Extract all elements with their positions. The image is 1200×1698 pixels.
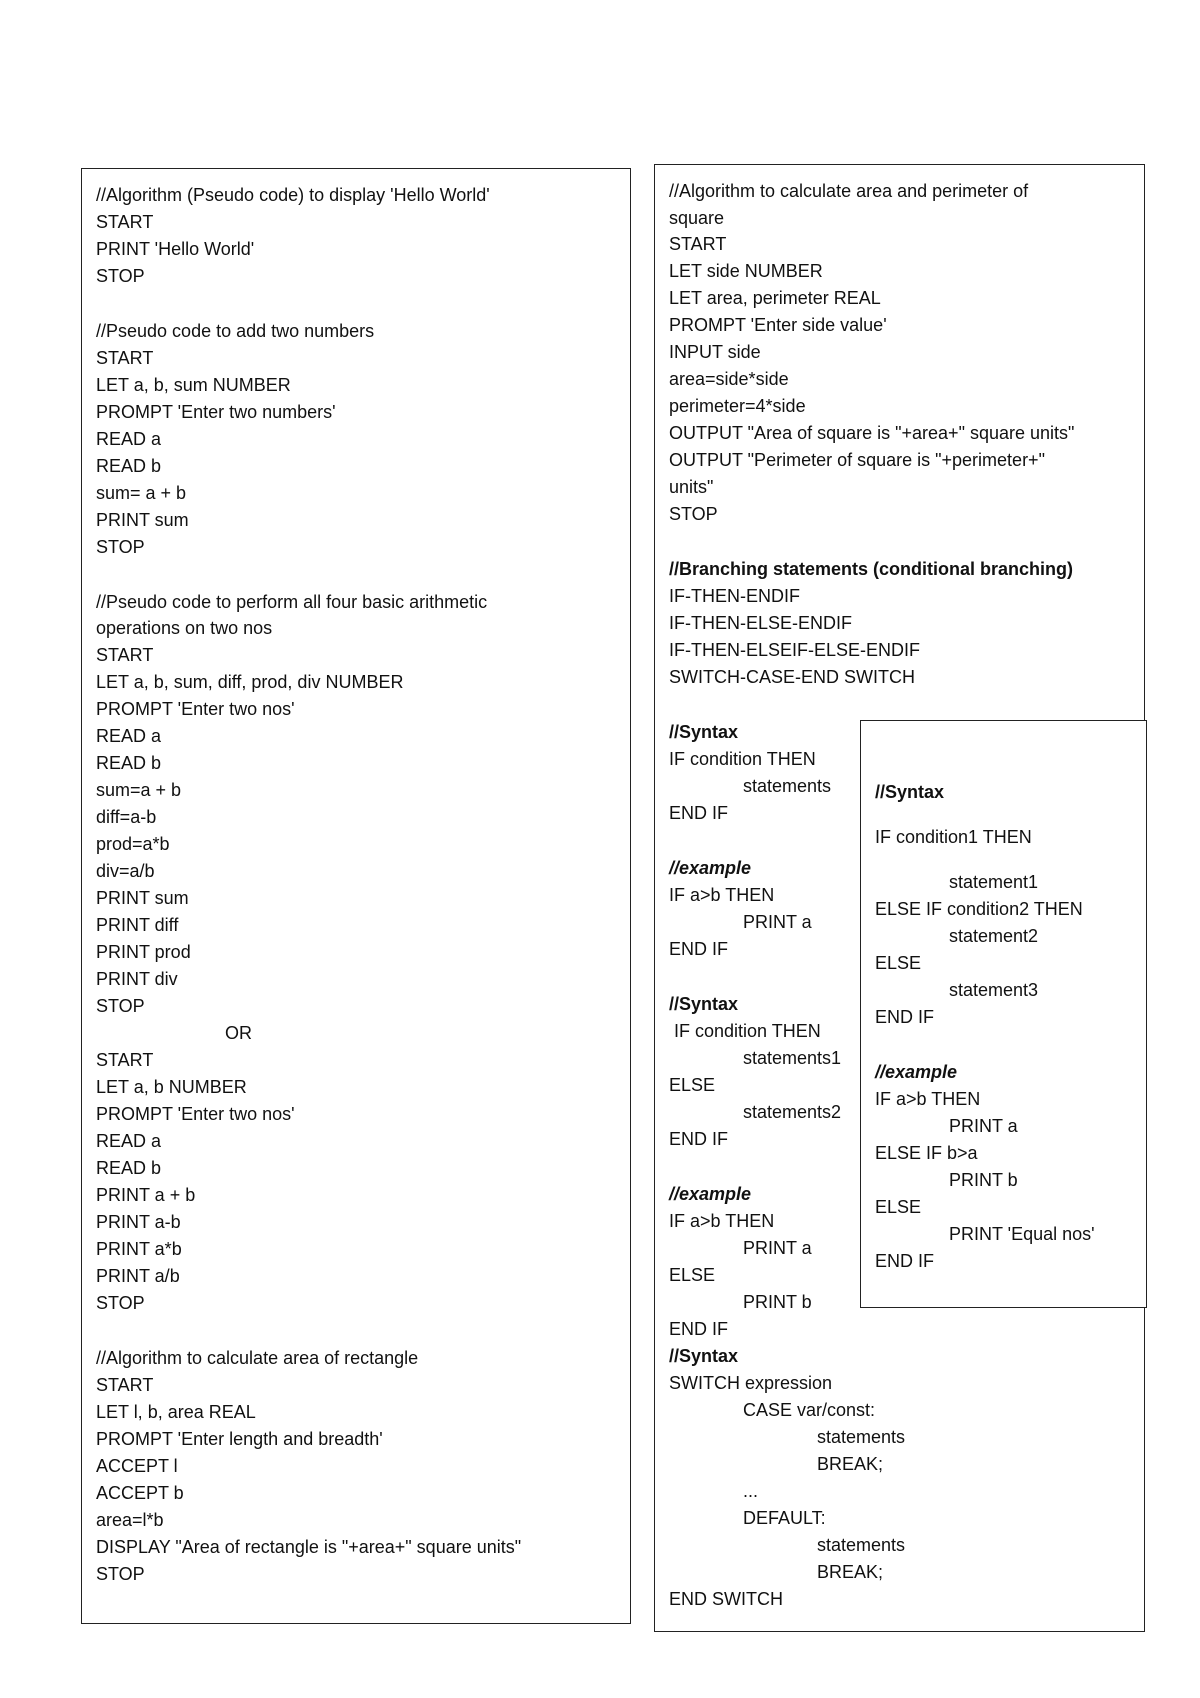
right-code-line: units" [669, 477, 714, 497]
inset-code-line: IF condition1 THEN [875, 827, 1032, 847]
inset-code-line: END IF [875, 1251, 935, 1271]
left-code-line: ACCEPT l [96, 1456, 178, 1476]
left-code-line: LET a, b NUMBER [96, 1077, 247, 1097]
left-code-line: sum= a + b [96, 483, 187, 503]
left-code-line: START [96, 348, 154, 368]
right-code-line: OUTPUT "Perimeter of square is "+perimeter+" [669, 450, 1045, 470]
left-code-line: READ b [96, 1158, 162, 1178]
right-code-line: END IF [669, 939, 729, 959]
left-code-line: area=l*b [96, 1510, 164, 1530]
right-code-line: OUTPUT "Area of square is "+area+" square units" [669, 423, 1075, 443]
left-code-line: PRINT prod [96, 942, 191, 962]
left-code-line: PRINT 'Hello World' [96, 239, 255, 259]
right-code-line: END IF [669, 1319, 729, 1339]
right-code-line: //example [669, 1184, 752, 1204]
right-code-line: INPUT side [669, 342, 761, 362]
left-code-line: PROMPT 'Enter two numbers' [96, 402, 336, 422]
right-code-line: BREAK; [817, 1454, 884, 1474]
right-code-line: perimeter=4*side [669, 396, 806, 416]
inset-code-line: PRINT 'Equal nos' [949, 1224, 1095, 1244]
left-code-line: OR [225, 1023, 252, 1043]
right-code-line: CASE var/const: [743, 1400, 876, 1420]
left-code-line: PRINT sum [96, 888, 189, 908]
left-code-line: READ a [96, 429, 162, 449]
left-code-line: STOP [96, 266, 145, 286]
left-code-line: DISPLAY "Area of rectangle is "+area+" square units" [96, 1537, 522, 1557]
left-code-line: STOP [96, 996, 145, 1016]
inset-code-line: //Syntax [875, 782, 945, 802]
right-code-line: PROMPT 'Enter side value' [669, 315, 887, 335]
inset-code-panel [860, 720, 1147, 1308]
right-code-line: statements [817, 1535, 906, 1555]
right-code-line: BREAK; [817, 1562, 884, 1582]
left-code-line: READ a [96, 1131, 162, 1151]
right-code-line: statements1 [743, 1048, 842, 1068]
inset-code-line: ELSE IF b>a [875, 1143, 978, 1163]
right-code-line: SWITCH-CASE-END SWITCH [669, 667, 915, 687]
left-code-panel [81, 168, 631, 1624]
right-code-line: area=side*side [669, 369, 789, 389]
right-code-line: STOP [669, 504, 718, 524]
left-code-line: PROMPT 'Enter two nos' [96, 1104, 295, 1124]
right-code-line: ... [743, 1481, 759, 1501]
left-code-line: PRINT diff [96, 915, 179, 935]
right-code-line: square [669, 208, 725, 228]
left-code-line: LET l, b, area REAL [96, 1402, 256, 1422]
left-code-line: STOP [96, 537, 145, 557]
right-code-line: statements2 [743, 1102, 842, 1122]
right-code-line: END IF [669, 1129, 729, 1149]
left-code-line: PRINT sum [96, 510, 189, 530]
right-code-line: IF a>b THEN [669, 1211, 775, 1231]
right-code-line: statements [743, 776, 832, 796]
right-code-line: IF-THEN-ELSE-ENDIF [669, 613, 853, 633]
right-code-line: statements [817, 1427, 906, 1447]
inset-code-line: statement2 [949, 926, 1039, 946]
left-code-line: LET a, b, sum NUMBER [96, 375, 291, 395]
right-code-line: IF condition THEN [669, 749, 816, 769]
inset-code-line: statement1 [949, 872, 1039, 892]
left-code-line: PRINT a/b [96, 1266, 180, 1286]
left-code-line: PRINT a*b [96, 1239, 182, 1259]
left-code-line: diff=a-b [96, 807, 157, 827]
left-code-line: READ b [96, 456, 162, 476]
inset-code-line: ELSE [875, 1197, 922, 1217]
left-code-line: sum=a + b [96, 780, 182, 800]
inset-code-line: //example [875, 1062, 958, 1082]
inset-code-line: ELSE [875, 953, 922, 973]
left-code-line: START [96, 1375, 154, 1395]
right-code-line: //Syntax [669, 722, 739, 742]
right-code-line: IF-THEN-ENDIF [669, 586, 800, 606]
right-code-line: IF condition THEN [669, 1021, 821, 1041]
left-code-line: START [96, 645, 154, 665]
left-code-line: READ b [96, 753, 162, 773]
right-code-line: PRINT a [743, 1238, 812, 1258]
right-code-line: IF a>b THEN [669, 885, 775, 905]
inset-code-line: IF a>b THEN [875, 1089, 981, 1109]
left-code-line: LET a, b, sum, diff, prod, div NUMBER [96, 672, 404, 692]
right-code-line: END SWITCH [669, 1589, 783, 1609]
left-code-line: PRINT div [96, 969, 178, 989]
right-code-line: LET side NUMBER [669, 261, 823, 281]
left-code-line: PROMPT 'Enter two nos' [96, 699, 295, 719]
right-code-line: //Syntax [669, 1346, 739, 1366]
right-code-line: PRINT a [743, 912, 812, 932]
left-code-line: PROMPT 'Enter length and breadth' [96, 1429, 383, 1449]
left-code-line: prod=a*b [96, 834, 170, 854]
left-code-line: //Pseudo code to perform all four basic arithmetic [96, 592, 488, 612]
left-code-line: START [96, 1050, 154, 1070]
left-code-line: PRINT a + b [96, 1185, 196, 1205]
right-code-line: ELSE [669, 1075, 716, 1095]
right-code-line: DEFAULT: [743, 1508, 826, 1528]
left-code-line: STOP [96, 1293, 145, 1313]
left-code-line: READ a [96, 726, 162, 746]
inset-code-line: ELSE IF condition2 THEN [875, 899, 1083, 919]
left-code-line: //Algorithm (Pseudo code) to display 'Hello World' [96, 185, 490, 205]
right-code-line: //example [669, 858, 752, 878]
left-code-line: START [96, 212, 154, 232]
left-code-line: STOP [96, 1564, 145, 1584]
left-code-line: operations on two nos [96, 618, 273, 638]
right-code-line: END IF [669, 803, 729, 823]
left-code-line: ACCEPT b [96, 1483, 184, 1503]
inset-code-line: statement3 [949, 980, 1039, 1000]
left-code-line: div=a/b [96, 861, 155, 881]
right-code-line: LET area, perimeter REAL [669, 288, 881, 308]
inset-code-line: PRINT b [949, 1170, 1018, 1190]
left-code-line: PRINT a-b [96, 1212, 181, 1232]
right-code-line: ELSE [669, 1265, 716, 1285]
right-code-line: IF-THEN-ELSEIF-ELSE-ENDIF [669, 640, 921, 660]
right-code-line: SWITCH expression [669, 1373, 833, 1393]
right-code-line: //Branching statements (conditional branching) [669, 559, 1074, 579]
right-code-line: PRINT b [743, 1292, 812, 1312]
inset-code-line: PRINT a [949, 1116, 1018, 1136]
right-code-line: //Algorithm to calculate area and perimeter of [669, 181, 1029, 201]
left-code-line: //Algorithm to calculate area of rectangle [96, 1348, 419, 1368]
left-code-line: //Pseudo code to add two numbers [96, 321, 375, 341]
right-code-line: START [669, 234, 727, 254]
right-code-line: //Syntax [669, 994, 739, 1014]
inset-code-line: END IF [875, 1007, 935, 1027]
